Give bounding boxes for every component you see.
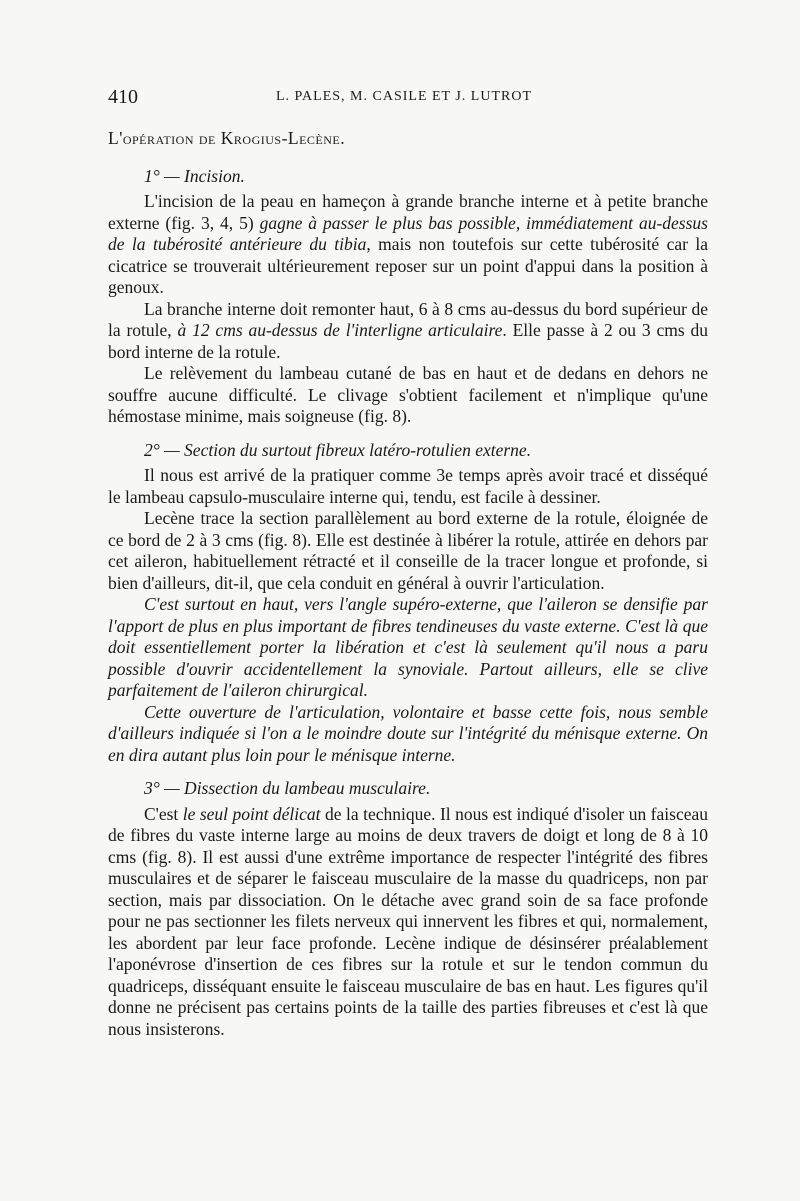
- subsection-heading-section: 2° — Section du surtout fibreux latéro-rotulien externe.: [144, 439, 532, 460]
- text-run: . Elle passe à 2 ou 3 cms du bord interne de la rotule.: [108, 320, 708, 362]
- text-run: C'est: [144, 803, 183, 824]
- text-run-italic: gagne à passer le plus bas possible, immédiatement au-dessus de la tubérosité antérieure du tibia: [108, 212, 708, 254]
- text-run: La branche interne doit remonter haut, 6 à 8 cms au-dessus du bord supérieur de la rotule,: [108, 298, 708, 340]
- text-run-italic: à 12 cms au-dessus de l'interligne articulaire: [177, 320, 503, 340]
- page-number: 410: [108, 86, 138, 108]
- body-text: [108, 128, 708, 1040]
- subsection-heading-incision: 1° — Incision.: [144, 165, 245, 186]
- paragraph: [108, 191, 708, 299]
- paragraph: [108, 299, 708, 364]
- text-run-italic: le seul point délicat: [182, 803, 321, 824]
- text-run: de la technique. Il nous est indiqué d'isoler un faisceau de fibres du vaste interne large au moins de deux travers de doigt et long de 8 à 10 cms (fig. 8). Il est aussi d'une extrême importance de respecter l'intégrité des fibres musculaires et de séparer le faisceau musculaire de la masse du quadriceps, non par section, mais par dissociation. On le détache avec grand soin de sa face profonde pour ne pas sectionner les filets nerveux qui innervent les fibres et qui, normalement, les abordent par leur face profonde. Lecène indique de désinsérer préalablement l'aponévrose d'insertion de ces fibres sur la rotule et sur le tendon commun du quadriceps, disséquant ensuite le faisceau musculaire de bas en haut. Les figures qu'il donne ne précisent pas certains points de la taille des parties fibreuses et c'est là que nous insisterons.: [108, 803, 708, 1039]
- paragraph: Il nous est arrivé de la pratiquer comme 3e temps après avoir tracé et disséqué le lambeau capsulo-musculaire interne qui, tendu, est facile à dessiner.: [108, 465, 708, 507]
- paragraph-italic: Cette ouverture de l'articulation, volontaire et basse cette fois, nous semble d'ailleurs indiquée si l'on a le moindre doute sur l'intégrité du ménisque externe. On en dira autant plus loin pour le ménisque interne.: [108, 701, 708, 765]
- paragraph: [108, 804, 708, 1041]
- text-run: , mais non toutefois sur cette tubérosité car la cicatrice se trouverait ultérieurement reposer sur un point d'appui dans la position à genoux.: [108, 234, 708, 297]
- page-header: [108, 86, 708, 112]
- paragraph: Lecène trace la section parallèlement au bord externe de la rotule, éloignée de ce bord de 2 à 3 cms (fig. 8). Elle est destinée à libérer la rotule, attirée en dehors par cet aileron, habituellement rétracté et il conseille de la tracer longue et profonde, si bien d'ailleurs, dit-il, que cela conduit en général à ouvrir l'articulation.: [108, 508, 708, 593]
- subsection-heading-dissection: 3° — Dissection du lambeau musculaire.: [144, 778, 431, 798]
- paragraph-italic: C'est surtout en haut, vers l'angle supéro-externe, que l'aileron se densifie par l'apport de plus en plus important de fibres tendineuses du vaste externe. C'est là que doit essentiellement porter la libération et c'est là seulement qu'il nous a paru possible d'ouvrir accidentellement la synoviale. Partout ailleurs, elle se clive parfaitement de l'aileron chirurgical.: [108, 594, 708, 700]
- text-run: L'incision de la peau en hameçon à grande branche interne et à petite branche externe (fig. 3, 4, 5): [108, 191, 708, 233]
- paragraph: Le relèvement du lambeau cutané de bas en haut et de dedans en dehors ne souffre aucune difficulté. Le clivage s'obtient facilement et n'implique qu'une hémostase minime, mais soigneuse (fig. 8).: [108, 363, 708, 426]
- section-title: L'opération de Krogius-Lecène.: [108, 128, 346, 148]
- running-head: L. PALES, M. CASILE ET J. LUTROT: [276, 89, 533, 104]
